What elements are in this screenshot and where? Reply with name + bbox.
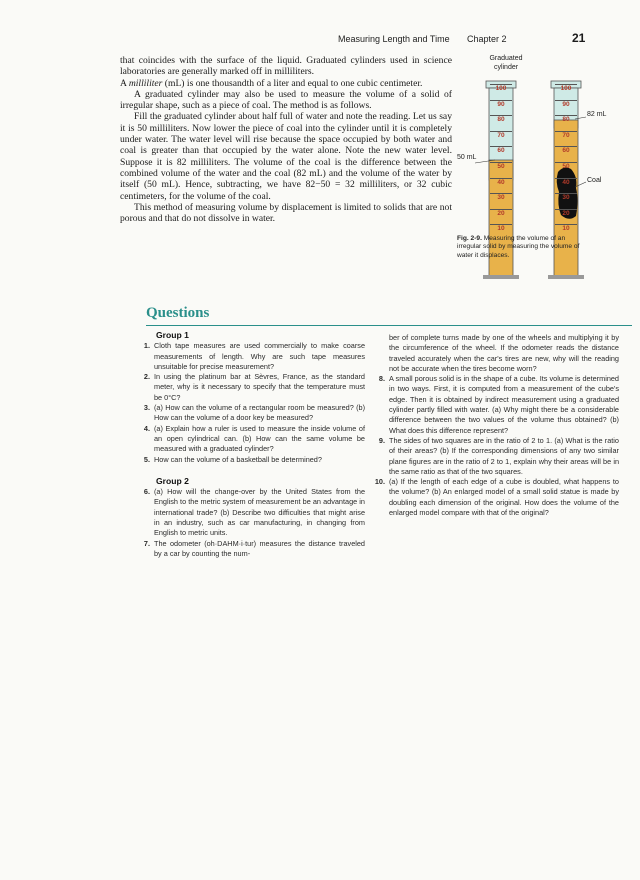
question-text: The sides of two squares are in the ratio of 2 to 1. (a) What is the ratio of their areas? (b) If the corresponding dimensions of any two similar plane figures are in the ratio of 2 to 1, explain why their areas will be in the same ratio as that of the two squares. (389, 435, 619, 476)
question-7-continuation: ber of complete turns made by one of the wheels and multiplying it by the circumference of the wheel. If the odometer reads the distance traveled accurately when the car's tires are new, why will the reading not be accurate when the tires become worn? (389, 333, 619, 373)
graduation-mark: 70 (490, 131, 512, 140)
questions-heading: Questions (146, 305, 210, 321)
figure (455, 50, 625, 280)
question-text: (a) How will the change-over by the United States from the English to the metric system of measurement be an advantage in international trade? (b) Describe two difficulties that might arise in an industry, such as car manufacturing, in changing from English to metric units. (154, 487, 365, 538)
question-text: The odometer (oh·DAHM·i·tur) measures the distance traveled by a car by counting the num- (154, 538, 365, 558)
paragraph (120, 78, 452, 89)
question-number: 10. (374, 477, 385, 487)
caption-number: Fig. 2-9. (457, 235, 482, 242)
graduation-mark: 100 (490, 84, 512, 93)
question-number: 6. (143, 487, 150, 497)
page-number: 21 (572, 31, 586, 45)
question-item (371, 477, 619, 518)
question-text: In using the platinum bar at Sèvres, France, as the standard meter, why is it necessary to specify that the temperature must be 0°C? (154, 372, 365, 402)
graduation-mark: 50 (490, 162, 512, 171)
paragraph: that coincides with the surface of the liquid. Graduated cylinders used in science laboratories are generally marked off in milliliters. (120, 55, 452, 78)
graduation-mark: 80 (490, 115, 512, 124)
caption-text: Measuring the volume of an irregular solid by measuring the volume of water it displaces. (457, 235, 580, 259)
question-number: 5. (143, 454, 150, 464)
question-number: 4. (143, 423, 150, 433)
question-number: 7. (143, 538, 150, 548)
label-82ml: 82 mL (587, 111, 607, 118)
question-item (136, 539, 365, 560)
graduation-mark: 90 (490, 100, 512, 109)
graduation-mark: 30 (555, 193, 577, 202)
graduation-mark: 20 (555, 209, 577, 218)
question-text: A small porous solid is in the shape of a cube. Its volume is determined in two ways. First, it is computed from a measurement of the cube's edge. Then it is obtained by indirect measurement using a graduated cylinder partly filled with water. (a) Why might there be a considerable difference between the two values of the volume thus obtained? (b) What does this difference represent? (389, 374, 619, 435)
graduation-mark: 40 (490, 178, 512, 187)
graduation-mark: 60 (555, 146, 577, 155)
graduation-mark: 100 (555, 84, 577, 93)
body-text (120, 55, 452, 224)
graduation-mark: 60 (490, 146, 512, 155)
right-question-list (371, 374, 619, 518)
paragraph: A graduated cylinder may also be used to measure the volume of a solid of irregular shape, such as a piece of coal. The method is as follows. (120, 88, 452, 112)
question-text: (a) If the length of each edge of a cube is doubled, what happens to the volume? (b) An enlarged model of a small solid statue is made by doubling each dimension of the original. How does the volume of the enlarged model compare with that of the original? (389, 477, 619, 518)
questions-right-column (371, 333, 619, 518)
question-item (136, 372, 365, 403)
graduation-mark: 10 (490, 224, 512, 233)
question-item (371, 374, 619, 436)
question-item (371, 436, 619, 477)
question-item (136, 424, 365, 455)
graduation-mark: 40 (555, 178, 577, 187)
group-2-list (136, 487, 365, 559)
question-text: Cloth tape measures are used commercially to make coarse measurements of length. Why are such tape measures unsuitable for precise measurement? (154, 341, 365, 371)
chapter-label: Chapter 2 (467, 34, 507, 44)
group-1-label: Group 1 (156, 330, 189, 340)
cylinder-base (548, 275, 584, 279)
group-2-label: Group 2 (156, 475, 189, 486)
label-50ml: 50 mL (457, 154, 477, 161)
question-text: How can the volume of a basketball be determined? (154, 454, 322, 464)
question-number: 8. (378, 374, 385, 384)
question-number: 3. (143, 403, 150, 413)
question-item (136, 487, 365, 538)
group-1-list (136, 341, 365, 465)
heading-rule (146, 325, 632, 326)
running-title: Measuring Length and Time (338, 34, 450, 44)
graduation-mark: 30 (490, 193, 512, 202)
term-milliliter: milliliter (128, 77, 163, 89)
question-number: 1. (143, 341, 150, 351)
question-item (136, 455, 365, 465)
figure-caption (457, 235, 589, 260)
graduation-mark: 70 (555, 131, 577, 140)
question-item (136, 341, 365, 372)
text-span: (mL) is one thousandth of a liter and equal to one cubic centimeter. (162, 77, 423, 89)
graduation-mark: 80 (555, 115, 577, 124)
text-span: A (120, 77, 129, 89)
label-coal: Coal (587, 177, 602, 184)
graduation-mark: 10 (555, 224, 577, 233)
graduation-mark: 90 (555, 100, 577, 109)
paragraph: This method of measuring volume by displacement is limited to solids that are not porous and that do not dissolve in water. (120, 201, 452, 225)
graduation-mark: 20 (490, 209, 512, 218)
graduation-mark: 50 (555, 162, 577, 171)
question-number: 2. (143, 372, 150, 382)
question-number: 9. (378, 435, 385, 445)
cylinder-base (483, 275, 519, 279)
paragraph: Fill the graduated cylinder about half full of water and note the reading. Let us say it is 50 milliliters. Now lower the piece of coal into the cylinder until it is completely under water. The water level will rise because the space occupied by both water and coal is greater than that occupied by the water alone. Note the new water level. Suppose it is 82 milliliters. The volume of the coal is the difference between the combined volume of the water and the coal (82 mL) and the volume of the water by itself (50 mL). Hence, subtracting, we have 82−50 = 32 milliliters, or 32 cubic centimeters, for the volume of the coal. (120, 111, 452, 202)
questions-left-column (136, 330, 365, 559)
question-text: (a) Explain how a ruler is used to measure the inside volume of an open cylindrical can. (b) How can the same volume be measured with a graduated cylinder? (154, 423, 365, 454)
question-item (136, 403, 365, 424)
figure-title: Graduated cylinder (489, 55, 523, 71)
question-text: (a) How can the volume of a rectangular room be measured? (b) How can the volume of a door key be measured? (154, 403, 365, 423)
